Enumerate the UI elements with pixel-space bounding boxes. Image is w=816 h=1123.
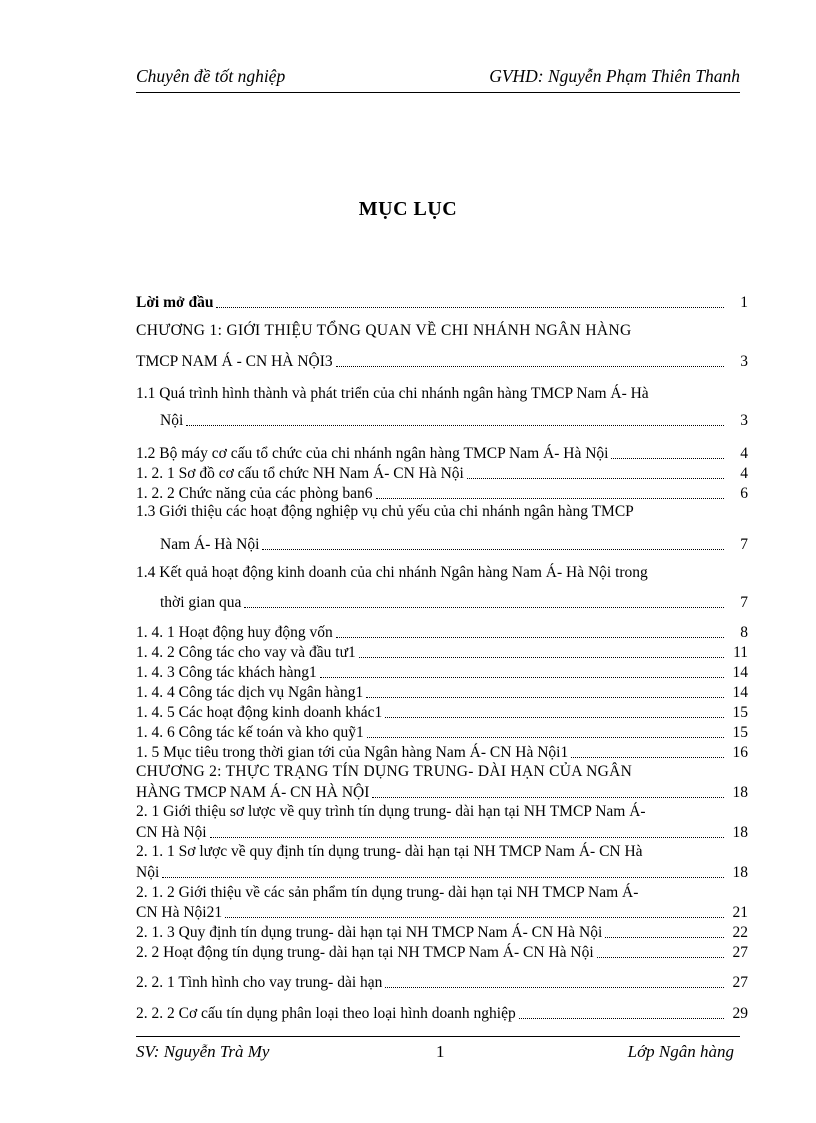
toc-entry[interactable]: 2. 1. 1 Sơ lược về quy định tín dụng trung- dài hạn tại NH TMCP Nam Á- CN Hà: [136, 843, 643, 860]
toc-entry[interactable]: 1.4 Kết quả hoạt động kinh doanh của chi nhánh Ngân hàng Nam Á- Hà Nội trong: [136, 564, 648, 581]
footer-left: SV: Nguyễn Trà My: [136, 1042, 270, 1061]
toc-entry[interactable]: Nam Á- Hà Nội 7: [160, 536, 748, 553]
toc-entry[interactable]: Nội 18: [136, 864, 748, 881]
toc-entry[interactable]: CN Hà Nội 18: [136, 824, 748, 841]
toc-entry[interactable]: 2. 2. 1 Tình hình cho vay trung- dài hạn 27: [136, 974, 748, 991]
toc-entry[interactable]: 1. 2. 2 Chức năng của các phòng ban6 6: [136, 485, 748, 502]
header-left: Chuyên đề tốt nghiệp: [136, 66, 286, 86]
toc-entry[interactable]: CN Hà Nội21 21: [136, 904, 748, 921]
toc-entry[interactable]: 2. 1. 2 Giới thiệu về các sản phẩm tín dụng trung- dài hạn tại NH TMCP Nam Á-: [136, 884, 639, 901]
toc-entry[interactable]: CHƯƠNG 2: THỰC TRẠNG TÍN DỤNG TRUNG- DÀI HẠN CỦA NGÂN: [136, 763, 633, 780]
toc-entry[interactable]: 1. 2. 1 Sơ đồ cơ cấu tổ chức NH Nam Á- CN Hà Nội 4: [136, 465, 748, 482]
toc-entry[interactable]: HÀNG TMCP NAM Á- CN HÀ NỘI 18: [136, 784, 748, 801]
header-right: GVHD: Nguyễn Phạm Thiên Thanh: [489, 66, 740, 86]
page-number: 1: [436, 1042, 445, 1061]
toc-entry[interactable]: 1. 4. 2 Công tác cho vay và đầu tư1 11: [136, 644, 748, 661]
footer-right: Lớp Ngân hàng: [627, 1042, 734, 1061]
toc-entry[interactable]: 1. 4. 6 Công tác kế toán và kho quỹ1 15: [136, 724, 748, 741]
toc-entry[interactable]: Nội 3: [160, 412, 748, 429]
toc-entry[interactable]: 1.1 Quá trình hình thành và phát triển của chi nhánh ngân hàng TMCP Nam Á- Hà: [136, 385, 649, 402]
page-footer: [136, 1036, 740, 1067]
toc-entry[interactable]: 1.3 Giới thiệu các hoạt động nghiệp vụ chủ yếu của chi nhánh ngân hàng TMCP: [136, 503, 634, 520]
toc-entry[interactable]: 1. 4. 4 Công tác dịch vụ Ngân hàng1 14: [136, 684, 748, 701]
toc-entry[interactable]: 2. 1. 3 Quy định tín dụng trung- dài hạn tại NH TMCP Nam Á- CN Hà Nội 22: [136, 924, 748, 941]
toc-entry[interactable]: 2. 2 Hoạt động tín dụng trung- dài hạn tại NH TMCP Nam Á- CN Hà Nội 27: [136, 944, 748, 961]
page-title: MỤC LỤC: [358, 198, 458, 220]
toc-entry[interactable]: 1. 4. 5 Các hoạt động kinh doanh khác1 15: [136, 704, 748, 721]
toc-entry[interactable]: thời gian qua 7: [160, 594, 748, 611]
toc-entry[interactable]: 1. 5 Mục tiêu trong thời gian tới của Ngân hàng Nam Á- CN Hà Nội1 16: [136, 744, 748, 761]
toc-entry[interactable]: 2. 2. 2 Cơ cấu tín dụng phân loại theo loại hình doanh nghiệp 29: [136, 1005, 748, 1022]
toc-entry[interactable]: TMCP NAM Á - CN HÀ NỘI3 3: [136, 353, 748, 370]
toc-entry[interactable]: CHƯƠNG 1: GIỚI THIỆU TỔNG QUAN VỀ CHI NHÁNH NGÂN HÀNG: [136, 322, 632, 339]
toc-entry[interactable]: 1. 4. 3 Công tác khách hàng1 14: [136, 664, 748, 681]
toc-entry[interactable]: Lời mở đầu 1: [136, 294, 748, 311]
toc-entry[interactable]: 1. 4. 1 Hoạt động huy động vốn 8: [136, 624, 748, 641]
toc-entry[interactable]: 2. 1 Giới thiệu sơ lược về quy trình tín dụng trung- dài hạn tại NH TMCP Nam Á-: [136, 803, 646, 820]
toc-entry[interactable]: 1.2 Bộ máy cơ cấu tổ chức của chi nhánh ngân hàng TMCP Nam Á- Hà Nội 4: [136, 445, 748, 462]
